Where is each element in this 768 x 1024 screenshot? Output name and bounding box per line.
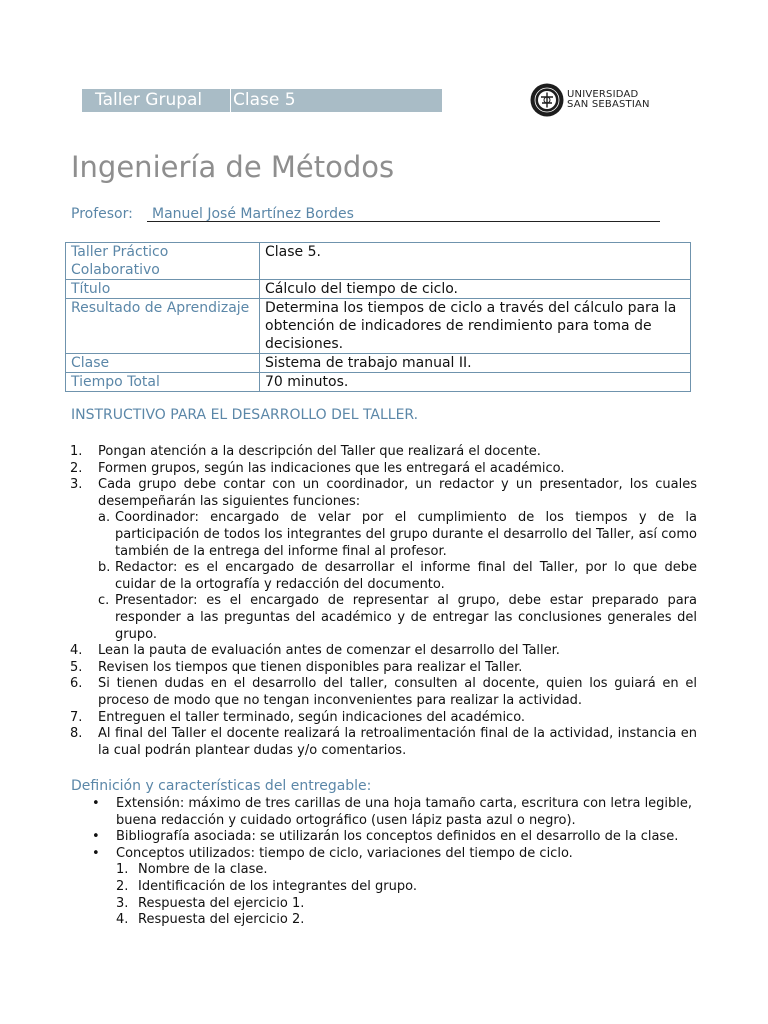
table-value: Clase 5.: [260, 243, 691, 280]
list-text: Presentador: es el encargado de representar al grupo, debe estar preparado para responder a las preguntas del académico y de entregar las conclusiones generales del grupo.: [115, 593, 697, 642]
table-value: Cálculo del tiempo de ciclo.: [260, 280, 691, 299]
instructions-list: [70, 444, 697, 759]
list-subitem: [70, 560, 697, 593]
bullet-item: [70, 829, 720, 846]
bullet-text: Conceptos utilizados: tiempo de ciclo, variaciones del tiempo de ciclo.: [116, 845, 573, 861]
header-bar: [82, 89, 442, 112]
table-row: [66, 354, 691, 373]
list-text: Coordinador: encargado de velar por el cumplimiento de los tiempos y de la participación de todos los integrantes del grupo durante el desarrollo del Taller, así como también de la entrega del informe final al profesor.: [115, 510, 697, 559]
table-row: [66, 280, 691, 299]
numbered-item: [70, 862, 720, 879]
list-text: Identificación de los integrantes del grupo.: [138, 878, 417, 894]
list-subitem: [70, 593, 697, 643]
instructions-heading: INSTRUCTIVO PARA EL DESARROLLO DEL TALLER.: [71, 407, 419, 423]
bullet-text: Extensión: máximo de tres carillas de una hoja tamaño carta, escritura con letra legible, buena redacción y cuidado ortográfico (usen lápiz pasta azul o negro).: [116, 796, 693, 828]
table-value: Determina los tiempos de ciclo a través del cálculo para la obtención de indicadores de rendimiento para toma de decisiones.: [260, 299, 691, 354]
numbered-item: [70, 896, 720, 913]
list-item: [70, 444, 697, 461]
bullet-item: [70, 796, 720, 829]
list-letter: c.: [98, 593, 110, 609]
list-item: [70, 643, 697, 660]
list-item: [70, 710, 697, 727]
table-value: Sistema de trabajo manual II.: [260, 354, 691, 373]
list-text: Redactor: es el encargado de desarrollar el informe final del Taller, por lo que debe cuidar de la ortografía y redacción del documento.: [115, 560, 697, 592]
list-letter: a.: [98, 510, 111, 526]
list-number: 6.: [70, 676, 83, 692]
list-text: Pongan atención a la descripción del Taller que realizará el docente.: [98, 444, 541, 459]
table-row: [66, 243, 691, 280]
list-text: Revisen los tiempos que tienen disponibles para realizar el Taller.: [98, 659, 523, 675]
professor-label: Profesor:: [71, 206, 133, 222]
page-title: Ingeniería de Métodos: [71, 150, 395, 184]
list-number: 1.: [70, 444, 83, 459]
deliverable-heading: Definición y características del entregable:: [71, 778, 372, 794]
list-item: [70, 726, 697, 759]
bullet-icon: •: [92, 829, 100, 845]
bullet-item: [70, 846, 720, 863]
list-number: 4.: [70, 643, 83, 659]
list-item: [70, 461, 697, 478]
header-clase: Clase 5: [233, 90, 296, 110]
list-item: [70, 676, 697, 709]
list-letter: b.: [98, 560, 111, 576]
numbered-item: [70, 912, 720, 929]
list-text: Cada grupo debe contar con un coordinador, un redactor y un presentador, los cuales desempeñarán las siguientes funciones:: [98, 477, 697, 509]
bullet-icon: •: [92, 845, 100, 861]
logo-line2: SAN SEBASTIAN: [567, 99, 650, 110]
info-table: [65, 242, 691, 392]
list-item: [70, 477, 697, 510]
list-text: Si tienen dudas en el desarrollo del taller, consulten al docente, quien los guiará en el proceso de modo que no tengan inconvenientes para realizar la actividad.: [98, 676, 697, 708]
list-subitem: [70, 510, 697, 560]
bullet-text: Bibliografía asociada: se utilizarán los conceptos definidos en el desarrollo de la clase.: [116, 829, 679, 845]
logo-line1: UNIVERSIDAD: [567, 89, 639, 100]
list-number: 5.: [70, 659, 83, 675]
university-logo: [530, 83, 650, 117]
university-name: [567, 90, 650, 110]
list-item: [70, 660, 697, 677]
table-key: Resultado de Aprendizaje: [66, 299, 260, 354]
professor-name: Manuel José Martínez Bordes: [147, 206, 660, 222]
list-number: 3.: [70, 477, 83, 493]
list-text: Entreguen el taller terminado, según indicaciones del académico.: [98, 709, 526, 725]
table-row: [66, 299, 691, 354]
list-number: 2.: [116, 878, 129, 894]
table-key: Tiempo Total: [66, 373, 260, 392]
table-key: Taller Práctico Colaborativo: [66, 243, 260, 280]
list-number: 7.: [70, 709, 83, 725]
list-text: Respuesta del ejercicio 1.: [138, 895, 305, 911]
table-key: Título: [66, 280, 260, 299]
list-number: 2.: [70, 460, 83, 476]
list-number: 3.: [116, 895, 129, 911]
numbered-item: [70, 879, 720, 896]
list-text: Formen grupos, según las indicaciones que les entregará el académico.: [98, 460, 565, 476]
table-value: 70 minutos.: [260, 373, 691, 392]
list-number: 8.: [70, 726, 83, 742]
list-number: 4.: [116, 912, 129, 928]
list-text: Respuesta del ejercicio 2.: [138, 912, 305, 928]
list-number: 1.: [116, 862, 129, 878]
list-text: Lean la pauta de evaluación antes de comenzar el desarrollo del Taller.: [98, 643, 560, 659]
table-row: [66, 373, 691, 392]
bullet-icon: •: [92, 796, 100, 811]
university-seal-icon: [530, 83, 564, 117]
header-taller-grupal: Taller Grupal: [82, 89, 231, 112]
list-text: Al final del Taller el docente realizará la retroalimentación final de la actividad, instancia en la cual podrán plantear dudas y/o comentarios.: [98, 726, 697, 758]
list-text: Nombre de la clase.: [138, 862, 268, 878]
table-key: Clase: [66, 354, 260, 373]
deliverable-list: [70, 796, 720, 929]
